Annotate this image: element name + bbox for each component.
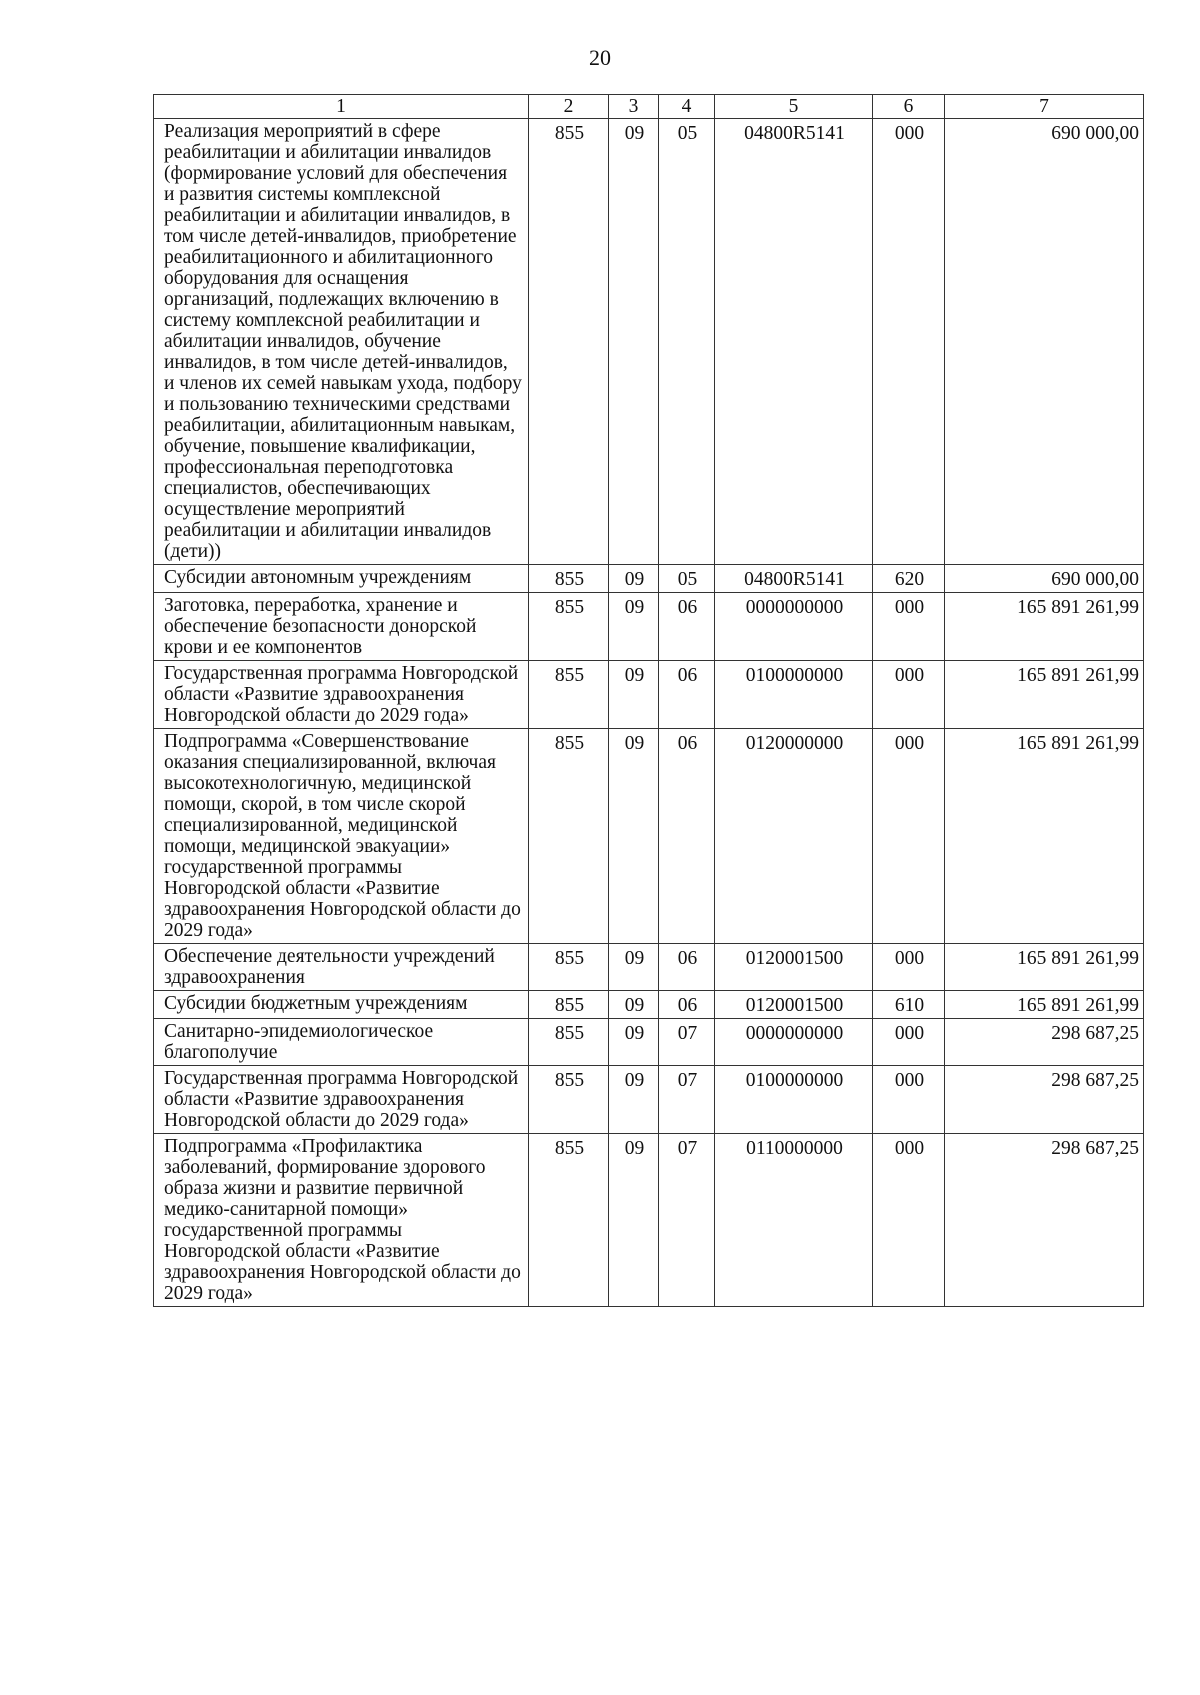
ministry-code: 855 (529, 729, 609, 944)
table-row (154, 1019, 1144, 1066)
expense-type-code: 000 (873, 1134, 945, 1307)
target-code: 0120001500 (715, 944, 873, 991)
table-row (154, 119, 1144, 565)
subsection-code: 06 (659, 593, 715, 661)
section-code: 09 (609, 944, 659, 991)
target-code: 04800R5141 (715, 565, 873, 593)
ministry-code: 855 (529, 1134, 609, 1307)
expense-type-code: 000 (873, 1019, 945, 1066)
section-code: 09 (609, 661, 659, 729)
ministry-code: 855 (529, 944, 609, 991)
expense-type-code: 000 (873, 119, 945, 565)
header-cell: 5 (715, 95, 873, 119)
page-number: 20 (589, 45, 611, 70)
target-code: 04800R5141 (715, 119, 873, 565)
table-row (154, 944, 1144, 991)
row-name: Обеспечение деятельности учреждений здравоохранения (154, 944, 529, 991)
subsection-code: 06 (659, 661, 715, 729)
row-name: Заготовка, переработка, хранение и обеспечение безопасности донорской крови и ее компонентов (154, 593, 529, 661)
section-code: 09 (609, 1134, 659, 1307)
expense-type-code: 620 (873, 565, 945, 593)
subsection-code: 06 (659, 991, 715, 1019)
ministry-code: 855 (529, 565, 609, 593)
amount: 165 891 261,99 (945, 593, 1144, 661)
table-row (154, 661, 1144, 729)
section-code: 09 (609, 991, 659, 1019)
amount: 165 891 261,99 (945, 991, 1144, 1019)
table-row (154, 991, 1144, 1019)
section-code: 09 (609, 729, 659, 944)
row-name: Субсидии автономным учреждениям (154, 565, 529, 593)
subsection-code: 07 (659, 1134, 715, 1307)
row-name: Реализация мероприятий в сфере реабилитации и абилитации инвалидов (формирование условий для обеспечения и развития системы комплексной реабилитации и абилитации инвалидов, в том числе детей-инвалидов, приобретение реабилитационного и абилитационного оборудования для оснащения организаций, подлежащих включению в систему комплексной реабилитации и абилитации инвалидов, обучение инвалидов, в том числе детей-инвалидов, и членов их семей навыкам ухода, подбору и пользованию техническими средствами реабилитации, абилитационным навыкам, обучение, повышение квалификации, профессиональная переподготовка специалистов, обеспечивающих осуществление мероприятий реабилитации и абилитации инвалидов (дети)) (154, 119, 529, 565)
ministry-code: 855 (529, 119, 609, 565)
expense-type-code: 000 (873, 661, 945, 729)
target-code: 0120001500 (715, 991, 873, 1019)
ministry-code: 855 (529, 991, 609, 1019)
target-code: 0000000000 (715, 1019, 873, 1066)
section-code: 09 (609, 593, 659, 661)
section-code: 09 (609, 1066, 659, 1134)
section-code: 09 (609, 1019, 659, 1066)
expense-type-code: 000 (873, 944, 945, 991)
subsection-code: 07 (659, 1019, 715, 1066)
subsection-code: 06 (659, 944, 715, 991)
row-name: Субсидии бюджетным учреждениям (154, 991, 529, 1019)
amount: 298 687,25 (945, 1134, 1144, 1307)
table-row (154, 729, 1144, 944)
table-row (154, 593, 1144, 661)
amount: 298 687,25 (945, 1019, 1144, 1066)
header-cell: 2 (529, 95, 609, 119)
expense-type-code: 000 (873, 1066, 945, 1134)
subsection-code: 06 (659, 729, 715, 944)
header-cell: 3 (609, 95, 659, 119)
target-code: 0110000000 (715, 1134, 873, 1307)
row-name: Подпрограмма «Профилактика заболеваний, формирование здорового образа жизни и развитие первичной медико-санитарной помощи» государственной программы Новгородской области «Развитие здравоохранения Новгородской области до 2029 года» (154, 1134, 529, 1307)
header-cell: 1 (154, 95, 529, 119)
section-code: 09 (609, 119, 659, 565)
row-name: Подпрограмма «Совершенствование оказания специализированной, включая высокотехнологичную, медицинской помощи, скорой, в том числе скорой специализированной, медицинской помощи, медицинской эвакуации» государственной программы Новгородской области «Развитие здравоохранения Новгородской области до 2029 года» (154, 729, 529, 944)
ministry-code: 855 (529, 661, 609, 729)
subsection-code: 05 (659, 565, 715, 593)
subsection-code: 05 (659, 119, 715, 565)
amount: 690 000,00 (945, 565, 1144, 593)
amount: 690 000,00 (945, 119, 1144, 565)
table-row (154, 1134, 1144, 1307)
budget-table (153, 94, 1144, 1307)
target-code: 0000000000 (715, 593, 873, 661)
row-name: Санитарно-эпидемиологическое благополучие (154, 1019, 529, 1066)
target-code: 0120000000 (715, 729, 873, 944)
amount: 165 891 261,99 (945, 729, 1144, 944)
target-code: 0100000000 (715, 661, 873, 729)
ministry-code: 855 (529, 593, 609, 661)
header-row (154, 95, 1144, 119)
expense-type-code: 000 (873, 593, 945, 661)
amount: 165 891 261,99 (945, 944, 1144, 991)
expense-type-code: 610 (873, 991, 945, 1019)
header-cell: 6 (873, 95, 945, 119)
expense-type-code: 000 (873, 729, 945, 944)
ministry-code: 855 (529, 1066, 609, 1134)
target-code: 0100000000 (715, 1066, 873, 1134)
section-code: 09 (609, 565, 659, 593)
row-name: Государственная программа Новгородской области «Развитие здравоохранения Новгородской области до 2029 года» (154, 661, 529, 729)
ministry-code: 855 (529, 1019, 609, 1066)
table-row (154, 1066, 1144, 1134)
subsection-code: 07 (659, 1066, 715, 1134)
table-row (154, 565, 1144, 593)
amount: 298 687,25 (945, 1066, 1144, 1134)
row-name: Государственная программа Новгородской области «Развитие здравоохранения Новгородской области до 2029 года» (154, 1066, 529, 1134)
header-cell: 7 (945, 95, 1144, 119)
amount: 165 891 261,99 (945, 661, 1144, 729)
header-cell: 4 (659, 95, 715, 119)
